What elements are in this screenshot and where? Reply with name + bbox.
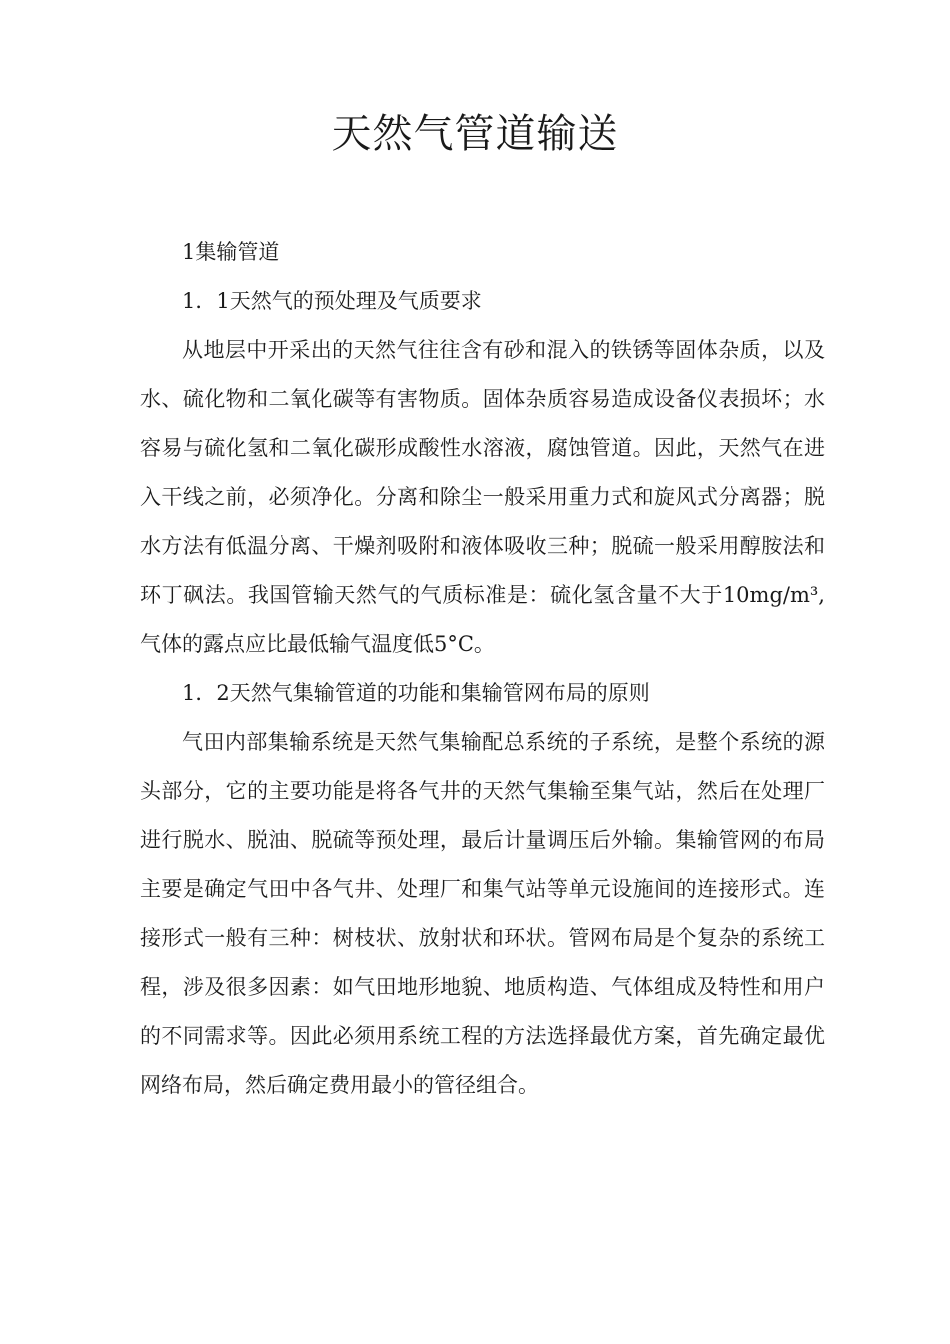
paragraph-pretreatment: 从地层中开采出的天然气往往含有砂和混入的铁锈等固体杂质，以及水、硫化物和二氧化碳等有害物质。固体杂质容易造成设备仪表损坏；水容易与硫化氢和二氧化碳形成酸性水溶液，腐蚀管道。因此，天然气在进入干线之前，必须净化。分离和除尘一般采用重力式和旋风式分离器；脱水方法有低温分离、干燥剂吸附和液体吸收三种；脱硫一般采用醇胺法和环丁砜法。我国管输天然气的气质标准是：硫化氢含量不大于10mg/m³,气体的露点应比最低输气温度低5°C。: [140, 338, 825, 656]
subsection-heading-1-2: 1．2天然气集输管道的功能和集输管网布局的原则: [182, 681, 650, 705]
section-heading-1: 1集输管道: [182, 240, 280, 264]
paragraph-gathering-network: 气田内部集输系统是天然气集输配总系统的子系统，是整个系统的源头部分，它的主要功能是将各气井的天然气集输至集气站，然后在处理厂进行脱水、脱油、脱硫等预处理，最后计量调压后外输。集输管网的布局主要是确定气田中各气井、处理厂和集气站等单元设施间的连接形式。连接形式一般有三种：树枝状、放射状和环状。管网布局是个复杂的系统工程，涉及很多因素：如气田地形地貌、地质构造、气体组成及特性和用户的不同需求等。因此必须用系统工程的方法选择最优方案，首先确定最优网络布局，然后确定费用最小的管径组合。: [140, 730, 825, 1097]
document-body: [140, 228, 825, 1110]
document-title: 天然气管道输送: [331, 111, 619, 157]
subsection-heading-1-1: 1．1天然气的预处理及气质要求: [182, 289, 482, 313]
